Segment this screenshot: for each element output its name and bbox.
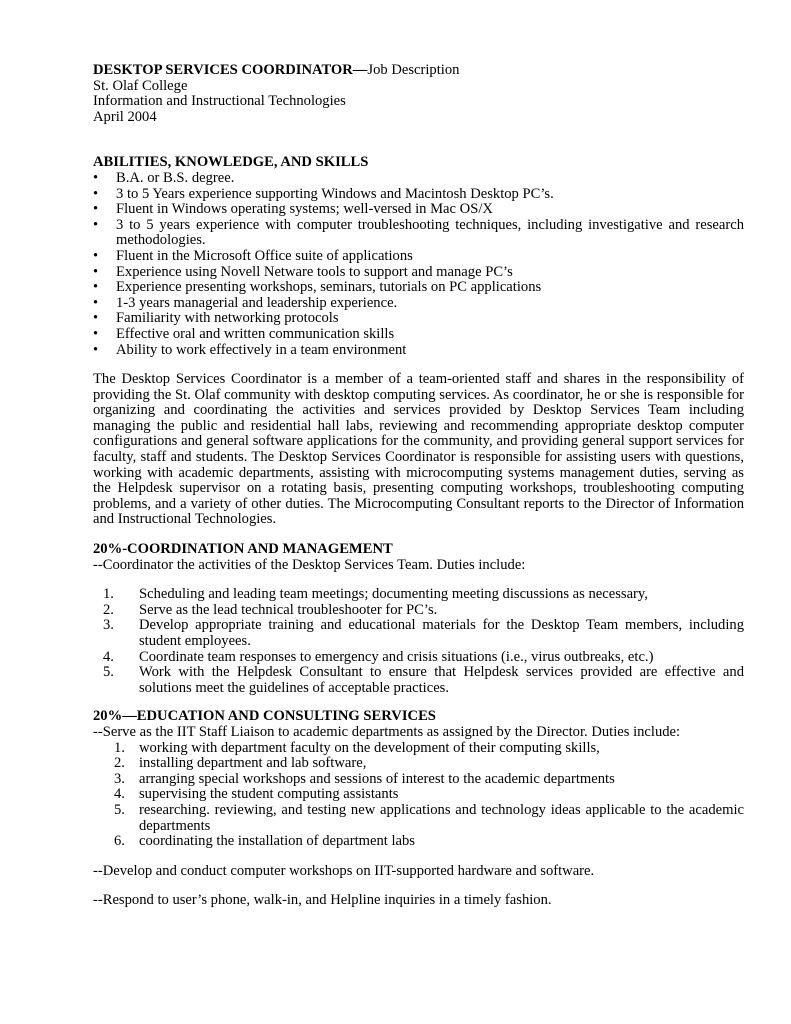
summary-paragraph: The Desktop Services Coordinator is a member of a team-oriented staff and shares in the responsibility of providing the St. Olaf community with desktop computing services. As coordinator, he or she is responsible for organizing and coordinating the activities and services provided by Desktop Services Team including managing the public and residential hall labs, reviewing and recommending appropriate desktop computer configurations and general software applications for the community, and providing general support services for faculty, staff and students. The Desktop Services Coordinator is responsible for assisting users with questions, working with academic departments, assisting with microcomputing systems management duties, serving as the Helpdesk supervisor on a rotating basis, presenting computing workshops, troubleshooting computing problems, and a variety of other duties. The Microcomputing Consultant reports to the Director of Information and Instructional Technologies. <box>93 371 744 528</box>
list-item: 5. researching. reviewing, and testing new applications and technology ideas applicable to the academic departments <box>114 801 744 834</box>
respond-duty: --Respond to user’s phone, walk-in, and Helpline inquiries in a timely fashion. <box>93 892 552 909</box>
list-item: • Effective oral and written communication skills <box>93 327 744 343</box>
list-item: 2. installing department and lab software, <box>114 755 367 772</box>
organization: St. Olaf College <box>93 77 188 94</box>
department: Information and Instructional Technologies <box>93 93 346 110</box>
list-item: • Experience using Novell Netware tools to support and manage PC’s <box>93 265 744 281</box>
job-title-suffix: Job Description <box>367 62 460 78</box>
list-item: 4. supervising the student computing assistants <box>114 786 399 803</box>
list-item: • 3 to 5 years experience with computer troubleshooting techniques, including investigative and research methodologies. <box>93 218 744 249</box>
list-item: 2. Serve as the lead technical troubleshooter for PC’s. <box>103 601 438 618</box>
list-item: • Fluent in Windows operating systems; well-versed in Mac OS/X <box>93 202 744 218</box>
list-item: 5. Work with the Helpdesk Consultant to ensure that Helpdesk services provided are effective and solutions meet the guidelines of acceptable practices. <box>103 664 744 696</box>
coordination-heading: 20%-COORDINATION AND MANAGEMENT <box>93 541 393 558</box>
document-date: April 2004 <box>93 108 157 125</box>
list-item: • 1-3 years managerial and leadership experience. <box>93 296 744 312</box>
list-item: • 3 to 5 Years experience supporting Windows and Macintosh Desktop PC’s. <box>93 187 744 203</box>
list-item: • Familiarity with networking protocols <box>93 311 744 327</box>
abilities-list <box>93 171 744 358</box>
coordination-duties-list <box>93 587 744 696</box>
list-item: • B.A. or B.S. degree. <box>93 171 744 187</box>
list-item: • Experience presenting workshops, seminars, tutorials on PC applications <box>93 280 744 296</box>
list-item: • Ability to work effectively in a team environment <box>93 343 744 359</box>
workshops-duty: --Develop and conduct computer workshops on IIT-supported hardware and software. <box>93 862 595 879</box>
education-intro: --Serve as the IIT Staff Liaison to academic departments as assigned by the Director. Duties include: <box>93 723 681 740</box>
education-heading: 20%—EDUCATION AND CONSULTING SERVICES <box>93 708 436 725</box>
list-item: 3. Develop appropriate training and educational materials for the Desktop Team members, including student employees. <box>103 617 744 649</box>
list-item: 4. Coordinate team responses to emergency and crisis situations (i.e., virus outbreaks, etc.) <box>103 648 654 665</box>
document-title <box>93 63 744 79</box>
list-item: 1. Scheduling and leading team meetings; documenting meeting discussions as necessary, <box>103 586 648 603</box>
list-item: • Fluent in the Microsoft Office suite of applications <box>93 249 744 265</box>
abilities-heading: ABILITIES, KNOWLEDGE, AND SKILLS <box>93 154 369 171</box>
document-page <box>93 63 744 909</box>
list-item: 6. coordinating the installation of department labs <box>114 833 415 850</box>
education-duties-list <box>93 741 744 850</box>
list-item: 3. arranging special workshops and sessions of interest to the academic departments <box>114 770 615 787</box>
coordination-intro: --Coordinator the activities of the Desktop Services Team. Duties include: <box>93 556 526 573</box>
list-item: 1. working with department faculty on the development of their computing skills, <box>114 739 600 756</box>
job-title: DESKTOP SERVICES COORDINATOR— <box>93 62 368 78</box>
